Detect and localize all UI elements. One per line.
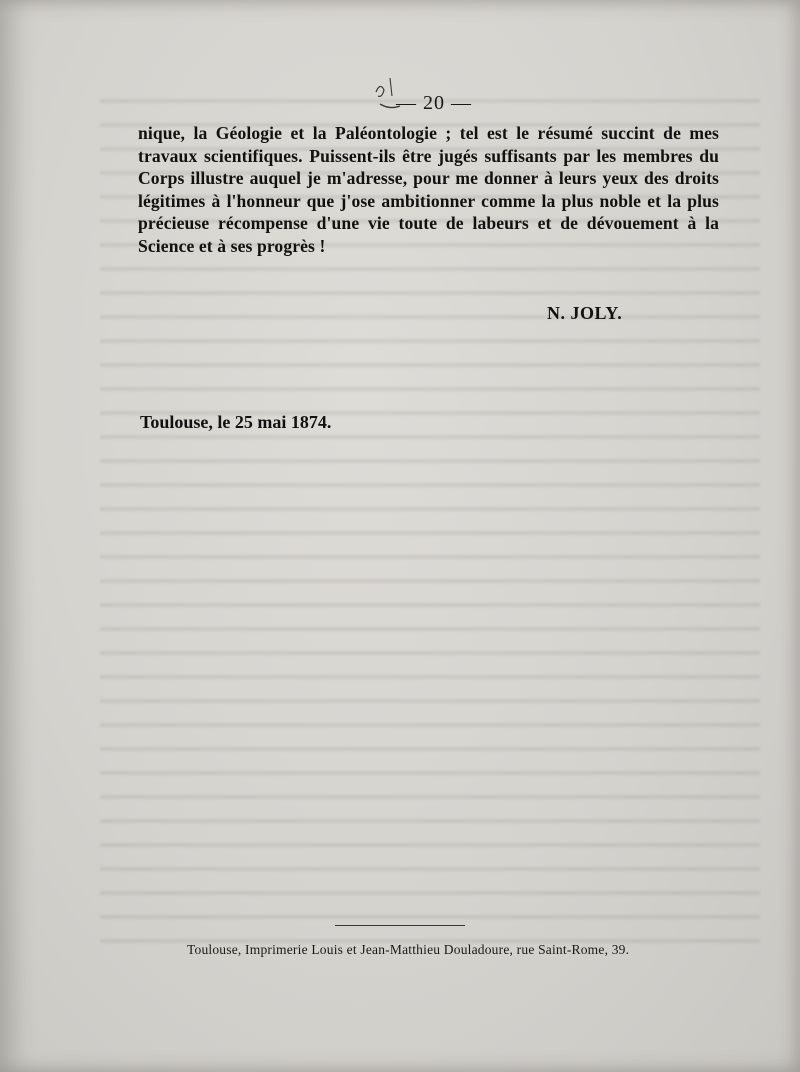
paragraph-text: nique, la Géologie et la Paléontologie ; tel est le résumé succint de mes travaux scientifiques. Puissent-ils être jugés suffisants par les membres du Corps illustre auquel je m'adresse, pour me donner à leurs yeux des droits légitimes à l'honneur que j'ose ambitionner comme la plus noble et la plus précieuse récompense d'une vie toute de labeurs et de dévouement à la Science et à ses progrès !: [138, 123, 719, 256]
page-number: — 20 —: [396, 92, 472, 114]
footer-rule: [335, 925, 465, 926]
dateline: Toulouse, le 25 mai 1874.: [140, 412, 332, 432]
author-signature: N. JOLY.: [547, 303, 623, 323]
printer-imprint: Toulouse, Imprimerie Louis et Jean-Matthieu Douladoure, rue Saint-Rome, 39.: [187, 942, 630, 957]
body-paragraph: [138, 122, 719, 258]
